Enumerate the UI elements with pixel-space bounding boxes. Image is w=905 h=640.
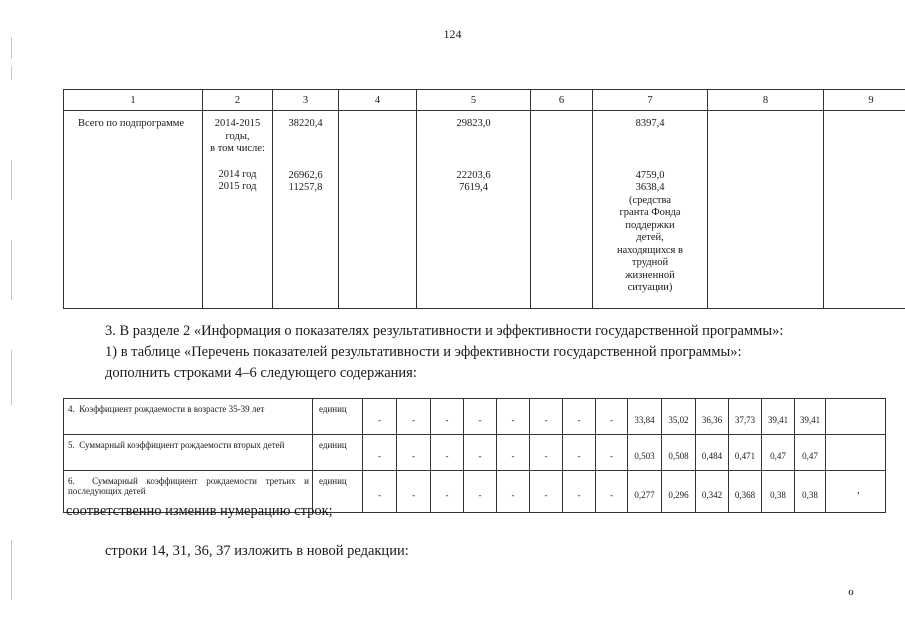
dash-cell: - [397, 435, 431, 471]
period-text: в том числе: [210, 143, 265, 154]
value-text: 8397,4 [635, 118, 665, 129]
value-text: 11257,8 [288, 182, 323, 193]
indicator-name-text: Коэффициент рождаемости в возрасте 35-39 лет [79, 404, 265, 414]
table-header-row [64, 90, 905, 111]
value-cell: 36,36 [696, 399, 729, 435]
paragraph-item-1: 1) в таблице «Перечень показателей результативности и эффективности государственной программы»: [105, 344, 742, 360]
value-cell: 0,503 [628, 435, 662, 471]
value-cell: 0,277 [628, 471, 662, 513]
value-cell: 37,73 [729, 399, 762, 435]
row-label [64, 111, 203, 309]
margin-mark [11, 66, 12, 80]
period-cell [203, 111, 273, 309]
dash-cell: - [530, 435, 563, 471]
row-number: 4. [68, 404, 75, 414]
value-text: 22203,6 [456, 169, 491, 181]
row-number: 5. [68, 440, 75, 450]
dash-cell: - [563, 435, 596, 471]
indicators-table [63, 398, 886, 513]
paragraph-lines-new-edition: строки 14, 31, 36, 37 изложить в новой редакции: [105, 543, 409, 559]
value-text: 7619,4 [459, 182, 488, 193]
dash-cell: - [464, 435, 497, 471]
value-cell: 0,484 [696, 435, 729, 471]
value-cell: 33,84 [628, 399, 662, 435]
total-cell [273, 111, 339, 309]
note-text: детей, [636, 232, 664, 243]
margin-mark [11, 240, 12, 300]
period-text: 2015 год [218, 181, 257, 192]
empty-cell [708, 111, 824, 309]
dash-cell: - [596, 435, 628, 471]
table-row [64, 111, 905, 309]
column-header: 9 [824, 90, 905, 111]
value-cell: 0,47 [762, 435, 795, 471]
dash-cell: - [431, 435, 464, 471]
note-text: жизненной [625, 269, 675, 281]
value-cell: 0,508 [662, 435, 696, 471]
value-cell: 0,342 [696, 471, 729, 513]
value-text: 29823,0 [456, 118, 491, 129]
value-cell: 0,471 [729, 435, 762, 471]
note-text: трудной [631, 257, 669, 268]
dash-cell: - [497, 435, 530, 471]
column-header: 5 [417, 90, 531, 111]
dash-cell: - [497, 399, 530, 435]
unit-cell: единиц [313, 471, 363, 513]
column-header: 2 [203, 90, 273, 111]
empty-cell [339, 111, 417, 309]
empty-cell [826, 399, 886, 435]
paragraph-renumber: соответственно изменив нумерацию строк; [66, 503, 333, 519]
unit-cell: единиц [313, 435, 363, 471]
dash-cell: - [363, 435, 397, 471]
dash-cell: - [563, 399, 596, 435]
value-cell [417, 111, 531, 309]
value-cell: 0,38 [762, 471, 795, 513]
note-text: ситуации) [627, 282, 673, 293]
empty-cell [531, 111, 593, 309]
dash-cell: - [431, 471, 464, 513]
value-text: 26962,6 [288, 169, 323, 181]
table-row [64, 399, 886, 435]
empty-cell [826, 435, 886, 471]
dash-cell: - [363, 471, 397, 513]
page-number: 124 [443, 27, 462, 41]
period-text: годы, [225, 130, 250, 142]
column-header: 3 [273, 90, 339, 111]
grant-cell [593, 111, 708, 309]
dash-cell: - [397, 471, 431, 513]
indicator-name [64, 399, 313, 435]
empty-cell [826, 471, 886, 513]
value-text: 4759,0 [635, 169, 665, 181]
indicator-name-text: Суммарный коэффициент рождаемости третьих и последующих детей [68, 476, 309, 496]
value-text: 38220,4 [288, 118, 323, 129]
subprogram-totals-table [63, 89, 905, 309]
row-number: 6. [68, 476, 75, 486]
dash-cell: - [563, 471, 596, 513]
dash-cell: - [530, 471, 563, 513]
empty-cell [824, 111, 905, 309]
margin-mark [11, 540, 12, 600]
column-header: 4 [339, 90, 417, 111]
period-text: 2014-2015 [214, 118, 261, 129]
note-text: находящихся в [617, 244, 683, 256]
dash-cell: - [464, 471, 497, 513]
dash-cell: - [431, 399, 464, 435]
value-cell: 39,41 [795, 399, 826, 435]
dash-cell: - [596, 471, 628, 513]
dash-cell: - [596, 399, 628, 435]
value-cell: 0,368 [729, 471, 762, 513]
column-header: 1 [64, 90, 203, 111]
table-row [64, 435, 886, 471]
margin-mark [11, 160, 12, 200]
note-text: (средства [629, 194, 671, 206]
indicator-name-text: Суммарный коэффициент рождаемости вторых детей [79, 440, 285, 450]
value-text: 3638,4 [635, 182, 665, 193]
column-header: 6 [531, 90, 593, 111]
column-header: 7 [593, 90, 708, 111]
dash-cell: - [464, 399, 497, 435]
value-cell: 0,38 [795, 471, 826, 513]
trailing-comma: , [857, 484, 860, 496]
paragraph-add-rows: дополнить строками 4–6 следующего содержания: [105, 365, 417, 381]
margin-mark [11, 350, 12, 405]
value-cell: 0,296 [662, 471, 696, 513]
dash-cell: - [530, 399, 563, 435]
note-text: гранта Фонда [619, 207, 681, 218]
note-text: поддержки [625, 219, 675, 231]
dash-cell: - [363, 399, 397, 435]
dash-cell: - [397, 399, 431, 435]
value-cell: 35,02 [662, 399, 696, 435]
row-label-text: Всего по подпрограмме [78, 118, 185, 129]
period-text: 2014 год [218, 168, 257, 180]
value-cell: 39,41 [762, 399, 795, 435]
paragraph-section-3: 3. В разделе 2 «Информация о показателях результативности и эффективности государственной программы»: [105, 323, 784, 339]
dash-cell: - [497, 471, 530, 513]
value-cell: 0,47 [795, 435, 826, 471]
indicator-name [64, 435, 313, 471]
column-header: 8 [708, 90, 824, 111]
handwritten-mark-icon: ℴ [848, 583, 855, 598]
unit-cell: единиц [313, 399, 363, 435]
